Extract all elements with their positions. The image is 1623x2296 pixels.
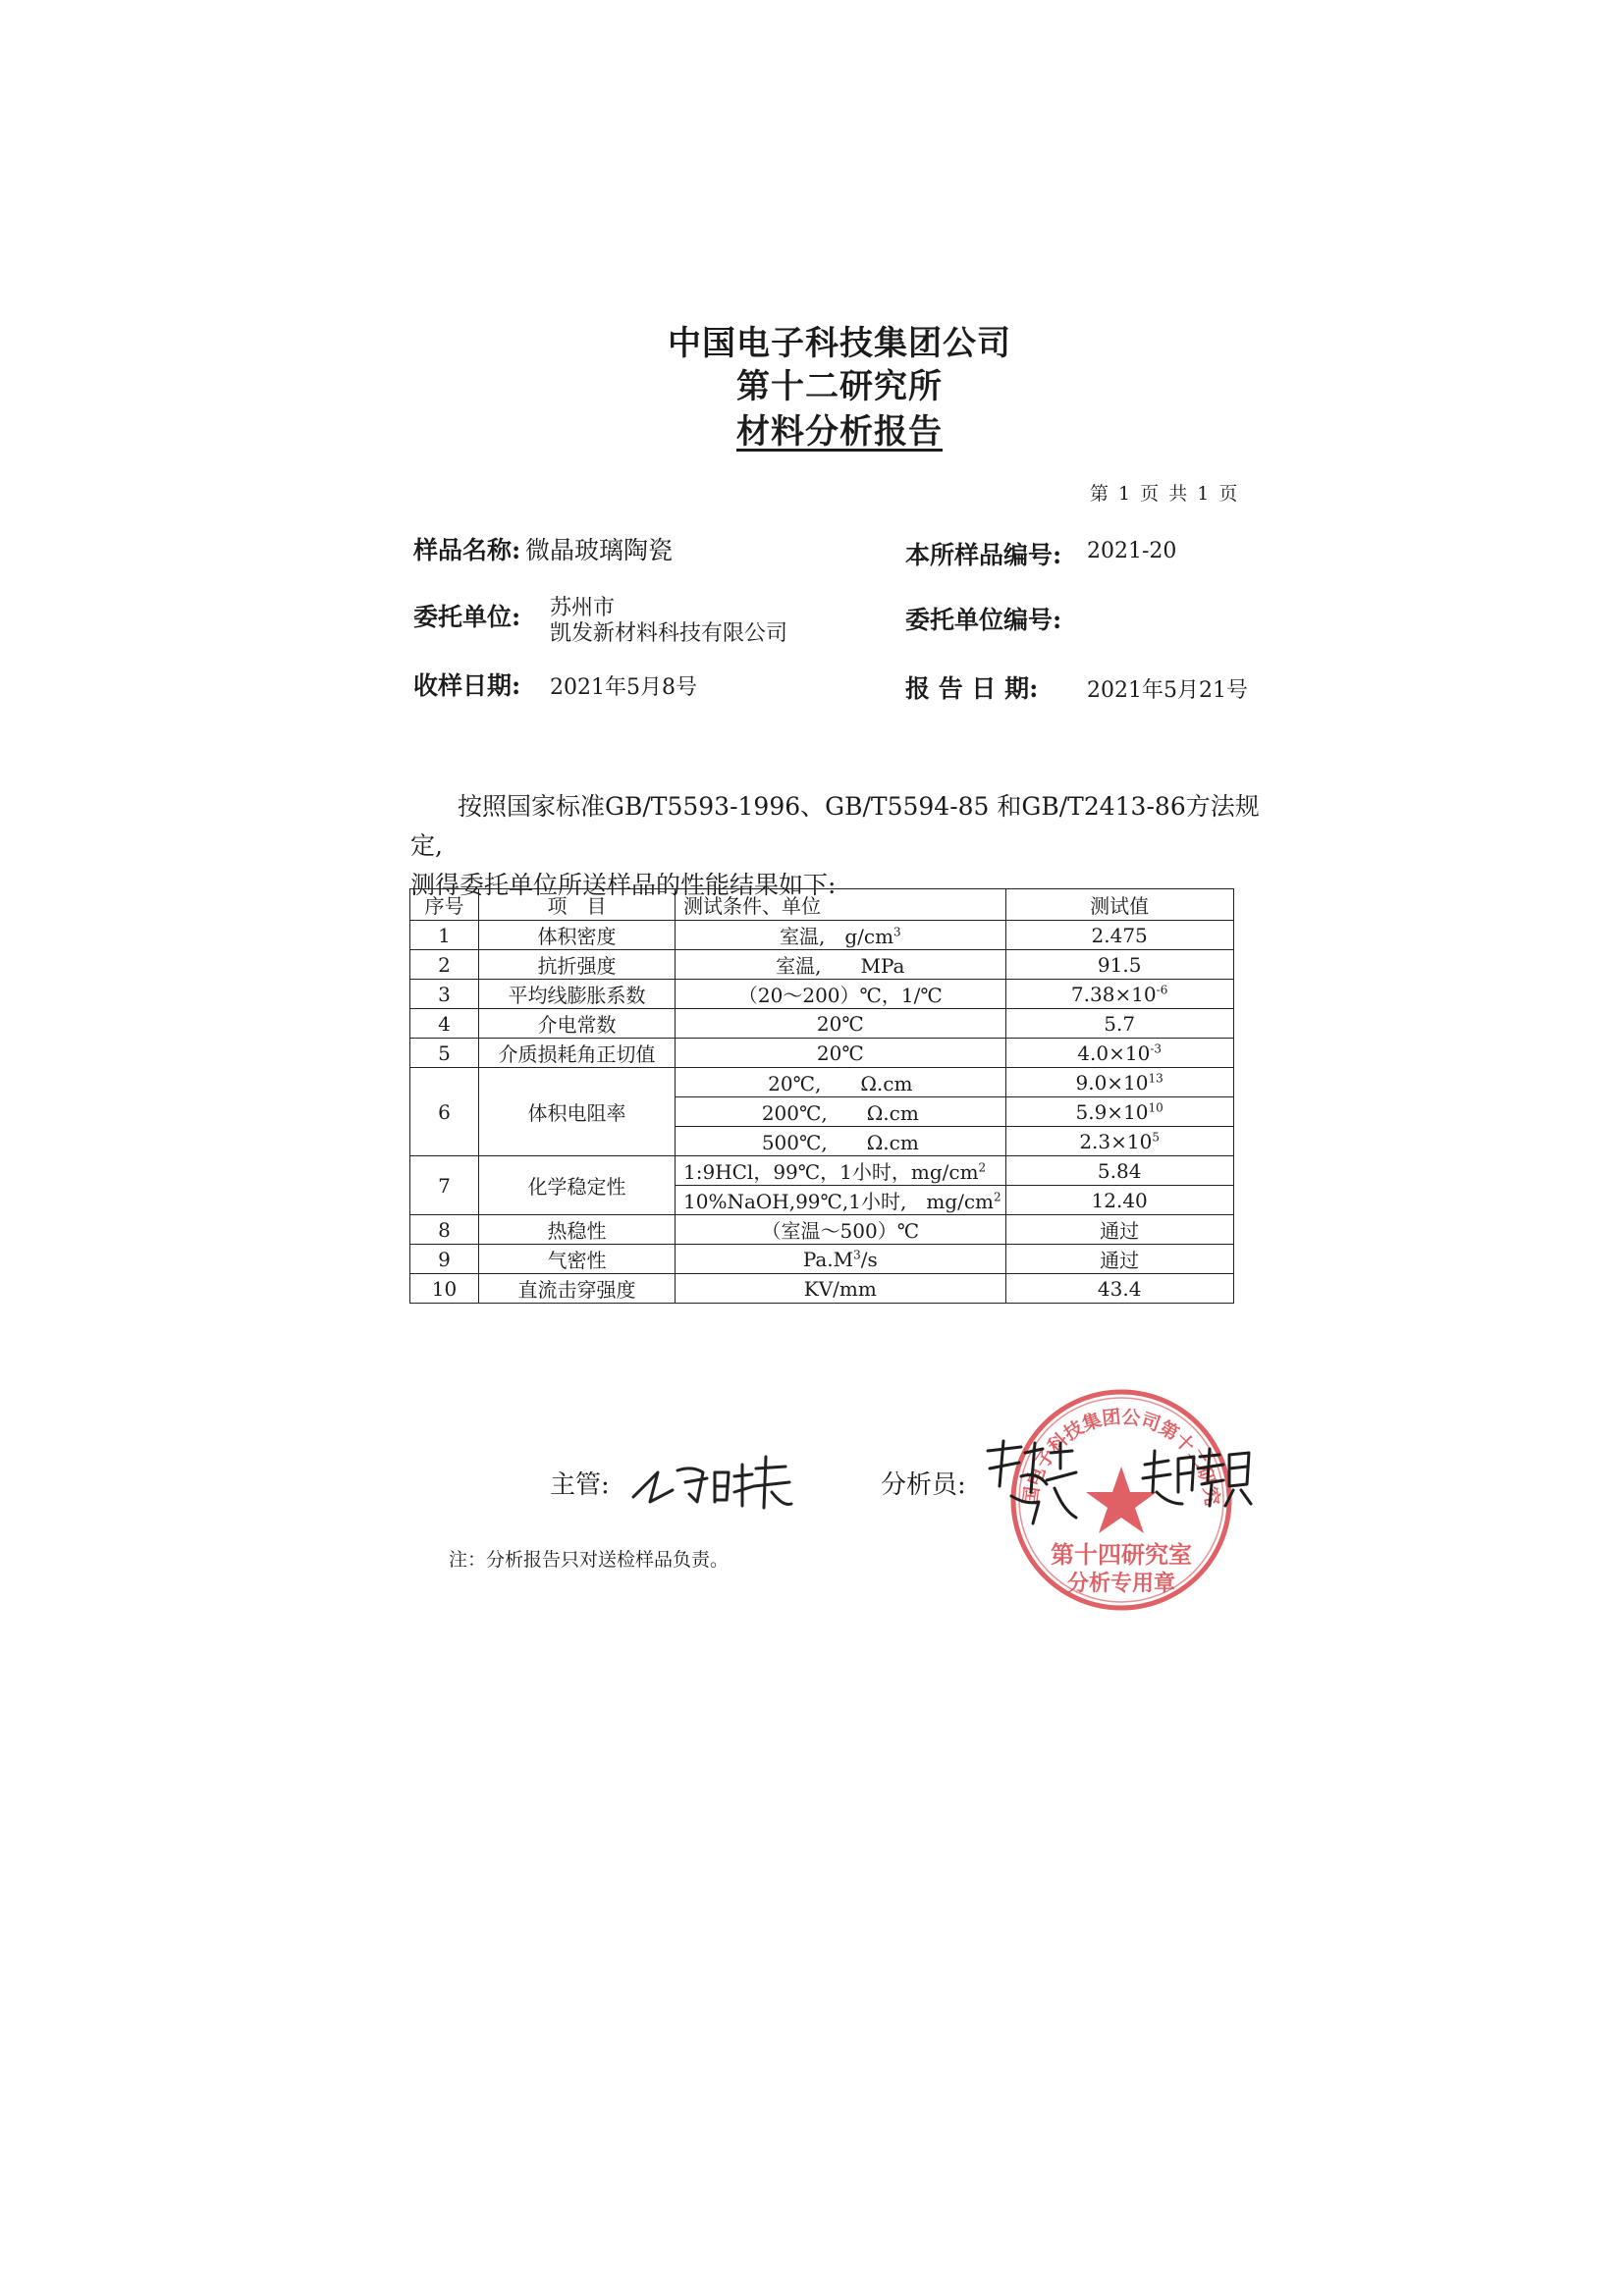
row-value: 12.40 xyxy=(1005,1186,1233,1215)
row-condition: $Pa.M^3/s$ xyxy=(676,1245,1006,1274)
row-item: 热稳性 xyxy=(479,1215,676,1245)
table-row xyxy=(410,980,1234,1009)
client-label: 委托单位: xyxy=(413,603,521,631)
row-value: 2.475 xyxy=(1005,921,1233,950)
row-item: 体积密度 xyxy=(479,921,676,950)
page-info: 第 1 页 共 1 页 xyxy=(1090,483,1240,505)
row-item: 化学稳定性 xyxy=(479,1156,676,1215)
stamp-line1: 第十四研究室 xyxy=(1051,1540,1192,1569)
row-no: 9 xyxy=(410,1245,479,1274)
row-condition: 1:9HCl，99℃，1小时，$mg/cm^2$ xyxy=(676,1156,1006,1186)
row-value: 通过 xyxy=(1005,1245,1233,1274)
receive-date-label: 收样日期: xyxy=(413,671,521,700)
row-value: 5.84 xyxy=(1005,1156,1233,1186)
stamp-top-text: 中国电子科技集团公司第十二研究所 xyxy=(994,1365,1223,1507)
row-value: $2.3\times 10^5$ xyxy=(1005,1127,1233,1156)
row-condition: 500℃, Ω.cm xyxy=(676,1127,1006,1156)
footer-note: 注：分析报告只对送检样品负责。 xyxy=(449,1549,730,1571)
row-value: $7.38\times 10^{-6}$ xyxy=(1005,980,1233,1009)
row-no: 3 xyxy=(410,980,479,1009)
row-item: 介质损耗角正切值 xyxy=(479,1039,676,1068)
stamp-line2: 分析专用章 xyxy=(1066,1571,1176,1596)
row-condition: 20℃ xyxy=(676,1009,1006,1039)
row-no: 4 xyxy=(410,1009,479,1039)
intro-line1: 按照国家标准GB/T5593-1996、GB/T5594-85 和GB/T2413-86方法规定, xyxy=(410,792,1260,860)
table-row xyxy=(410,1215,1234,1245)
row-value: $4.0\times 10^{-3}$ xyxy=(1005,1039,1233,1068)
table-row xyxy=(410,950,1234,980)
analyst-label: 分析员: xyxy=(881,1470,966,1500)
row-condition: （20～200）℃，1/℃ xyxy=(676,980,1006,1009)
row-condition: KV/mm xyxy=(676,1274,1006,1304)
row-value: 通过 xyxy=(1005,1215,1233,1245)
row-value: 5.7 xyxy=(1005,1009,1233,1039)
analyst-signature-2 xyxy=(1139,1445,1257,1514)
report-title: 材料分析报告 xyxy=(736,412,943,452)
table-row xyxy=(410,1039,1234,1068)
client-line2: 凯发新材料科技有限公司 xyxy=(550,621,788,646)
receive-date: 2021年5月8号 xyxy=(550,675,697,700)
row-condition: 10%NaOH,99℃,1小时, $mg/cm^2$ xyxy=(676,1186,1006,1215)
row-no: 8 xyxy=(410,1215,479,1245)
header-value: 测试值 xyxy=(1005,889,1233,921)
row-item: 平均线膨胀系数 xyxy=(479,980,676,1009)
row-value: $9.0\times 10^{13}$ xyxy=(1005,1068,1233,1097)
report-date-label: 报 告 日 期: xyxy=(905,674,1039,703)
intro-paragraph xyxy=(410,787,1274,905)
header-no: 序号 xyxy=(410,889,479,921)
row-condition: 20℃ xyxy=(676,1039,1006,1068)
table-row xyxy=(410,921,1234,950)
sample-name: 微晶玻璃陶瓷 xyxy=(525,536,674,564)
row-item: 介电常数 xyxy=(479,1009,676,1039)
row-item: 直流击穿强度 xyxy=(479,1274,676,1304)
analyst-signature-1 xyxy=(982,1433,1080,1531)
row-condition: 200℃, Ω.cm xyxy=(676,1097,1006,1127)
row-item: 体积电阻率 xyxy=(479,1068,676,1156)
row-no: 10 xyxy=(410,1274,479,1304)
institute-name: 第十二研究所 xyxy=(736,367,943,406)
manager-signature xyxy=(628,1443,795,1522)
row-condition: （室温～500）℃ xyxy=(676,1215,1006,1245)
sample-no: 2021-20 xyxy=(1087,539,1177,563)
row-item: 气密性 xyxy=(479,1245,676,1274)
org-name: 中国电子科技集团公司 xyxy=(668,324,1011,363)
row-no: 6 xyxy=(410,1068,479,1156)
row-condition: 室温, MPa xyxy=(676,950,1006,980)
table-row xyxy=(410,1245,1234,1274)
table-row xyxy=(410,1156,1234,1186)
table-row xyxy=(410,1009,1234,1039)
row-condition: 室温, $g/cm^3$ xyxy=(676,921,1006,950)
row-no: 7 xyxy=(410,1156,479,1215)
row-value: 43.4 xyxy=(1005,1274,1233,1304)
row-no: 2 xyxy=(410,950,479,980)
row-condition: 20℃, Ω.cm xyxy=(676,1068,1006,1097)
client-no-label: 委托单位编号: xyxy=(905,606,1062,634)
client-line1: 苏州市 xyxy=(550,596,616,620)
row-value: $5.9\times 10^{10}$ xyxy=(1005,1097,1233,1127)
table-row xyxy=(410,1274,1234,1304)
table-header-row xyxy=(410,889,1234,921)
manager-label: 主管: xyxy=(550,1470,610,1500)
results-table xyxy=(409,888,1234,1304)
row-no: 1 xyxy=(410,921,479,950)
row-no: 5 xyxy=(410,1039,479,1068)
report-date: 2021年5月21号 xyxy=(1087,678,1248,703)
row-value: 91.5 xyxy=(1005,950,1233,980)
sample-name-label: 样品名称: xyxy=(413,536,521,564)
header-item: 项 目 xyxy=(479,889,676,921)
table-row xyxy=(410,1068,1234,1097)
header-condition: 测试条件、单位 xyxy=(676,889,1006,921)
sample-no-label: 本所样品编号: xyxy=(905,541,1062,569)
intro-line2: 测得委托单位所送样品的性能结果如下: xyxy=(410,871,837,899)
row-item: 抗折强度 xyxy=(479,950,676,980)
